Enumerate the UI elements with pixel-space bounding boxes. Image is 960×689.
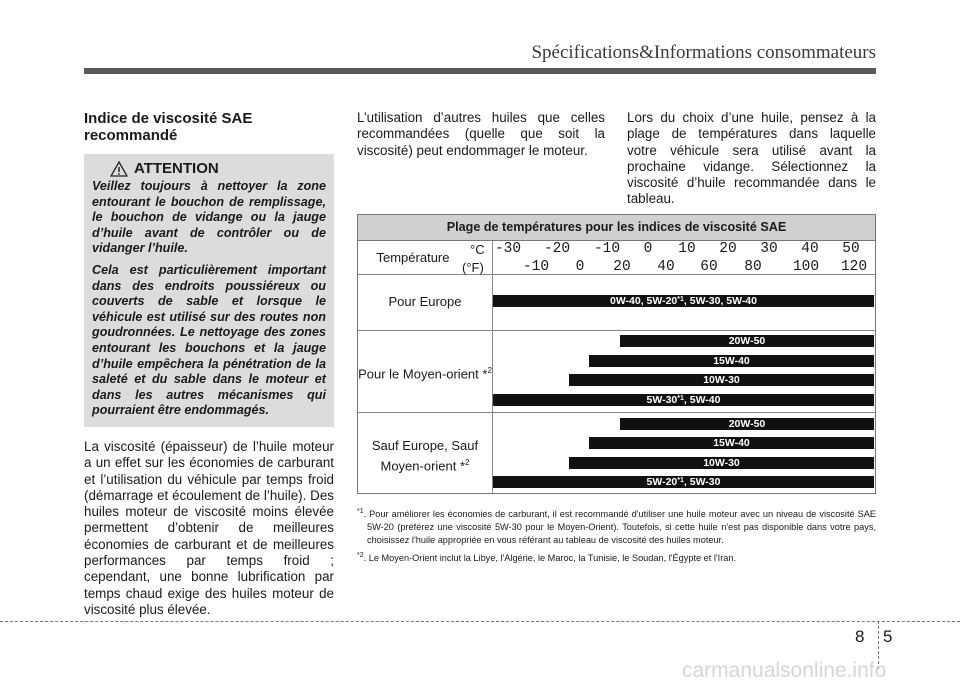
- fahrenheit-unit: (°F): [462, 260, 484, 275]
- row-label-europe: Pour Europe: [388, 294, 462, 309]
- bar-ot-15w40: 15W-40: [589, 437, 874, 449]
- tick-c: 0: [643, 241, 653, 257]
- attention-paragraph-1: Veillez toujours à nettoyer la zone entourant le bouchon de remplissage, le bouchon de vidange ou la jauge d’huile avant de contrôler ou de vidanger l’huile.: [92, 179, 326, 256]
- oil-selection-advice: Lors du choix d’une huile, pensez à la plage de températures dans laquelle votre véhicule sera utilisé avant la prochaine vidange. Sélectionnez la viscosité d’huile recommandée dans le tableau.: [627, 110, 876, 207]
- page-header-title: Spécifications&Informations consommateurs: [531, 42, 876, 63]
- viscosity-body-text: La viscosité (épaisseur) de l’huile moteur a un effet sur les économies de carburant et l’utilisation du véhicule par temps froid (démarrage et écoulement de l’huile). Des huiles moteur de viscosité moins élevée permettent d’obtenir de meilleures économies de carburant et de meilleures performances par temps froid ; cependant, une bonne lubrification par temps chaud exige des huiles moteur de viscosité plus élevée.: [84, 438, 334, 617]
- tick-c: 20: [719, 241, 737, 257]
- row-divider: [358, 330, 875, 331]
- left-column: [84, 110, 334, 618]
- tick-f: 0: [575, 259, 585, 275]
- row-label-other: Sauf Europe, Sauf: [371, 438, 479, 453]
- tick-f: 100: [792, 259, 820, 275]
- tick-c: 40: [801, 241, 819, 257]
- tick-c: 50: [842, 241, 860, 257]
- tick-c: -10: [593, 241, 621, 257]
- bar-europe: 0W-40, 5W-20$^{*1}$, 5W-30, 5W-40: [493, 295, 874, 307]
- bar-me-10w30: 10W-30: [569, 374, 874, 386]
- other-oils-warning: L’utilisation d’autres huiles que celles recommandées (quelle que soit la viscosité) peut endommager le moteur.: [357, 110, 605, 158]
- row-divider: [358, 412, 875, 413]
- section-title: Indice de viscosité SAE recommandé: [84, 110, 253, 144]
- warning-triangle-icon: [110, 161, 128, 177]
- attention-paragraph-2: Cela est particulièrement important dans des endroits poussiéreux ou couverts de sable et lorsque le véhicule est utilisé sur des routes non goudronnées. Le nettoyage des zones entourant les bouchons et la jauge d’huile empêchera la pénétration de la saleté et du sable dans le moteur et dans les autres mécanismes qui pourraient être endommagés.: [92, 262, 326, 418]
- celsius-unit: °C: [470, 242, 485, 257]
- right-column: [627, 110, 876, 208]
- bar-me-20w50: 20W-50: [620, 335, 874, 347]
- chapter-number: 8: [855, 627, 865, 646]
- tick-c: 10: [678, 241, 696, 257]
- tick-c: -20: [543, 241, 571, 257]
- bar-ot-5w20: 5W-20$^{*1}$, 5W-30: [493, 476, 874, 488]
- footnote-1: $^{*1}$. Pour améliorer les économies de carburant, il est recommandé d'utiliser une huile moteur avec un niveau de viscosité SAE 5W-20 (préférez une viscosité 5W-30 pour le Moyen-Orient). Toutefois, si cette huile n'est pas disponible dans votre pays, choisissez l'huile appropriée en vous référant au tableau de viscosité des huiles moteur.: [357, 508, 876, 546]
- footer-dashed-rule: [0, 621, 960, 622]
- footnote-2: $^{*2}$. Le Moyen-Orient inclut la Libye, l'Algérie, le Maroc, la Tunisie, le Soudan, l'Égypte et l'Iran.: [357, 552, 737, 564]
- tick-f: 40: [657, 259, 675, 275]
- column-divider: [492, 241, 493, 494]
- attention-heading: [110, 160, 326, 177]
- viscosity-table: [357, 214, 876, 494]
- tick-c: 30: [760, 241, 778, 257]
- temperature-label: Température: [376, 250, 450, 265]
- bar-ot-20w50: 20W-50: [620, 418, 874, 430]
- attention-box: [84, 154, 334, 427]
- row-label-middle-east: Pour le Moyen-orient *$^2$: [358, 366, 492, 382]
- tick-f: -10: [522, 259, 550, 275]
- table-title: Plage de températures pour les indices de viscosité SAE: [358, 215, 875, 241]
- tick-f: 80: [744, 259, 762, 275]
- tick-f: 120: [840, 259, 868, 275]
- attention-label: ATTENTION: [134, 160, 219, 177]
- tick-f: 60: [700, 259, 718, 275]
- bar-me-5w30: 5W-30$^{*1}$, 5W-40: [493, 394, 874, 406]
- header-rule: [84, 68, 876, 74]
- row-label-other-2: Moyen-orient *$^2$: [380, 458, 470, 474]
- bar-me-15w40: 15W-40: [589, 355, 874, 367]
- watermark: carmanualsonline.info: [682, 659, 887, 682]
- tick-c: -30: [494, 241, 522, 257]
- tick-f: 20: [613, 259, 631, 275]
- footnotes: [357, 505, 876, 567]
- bar-ot-10w30: 10W-30: [569, 457, 874, 469]
- page-number: 5: [883, 627, 893, 646]
- middle-column: [357, 110, 605, 159]
